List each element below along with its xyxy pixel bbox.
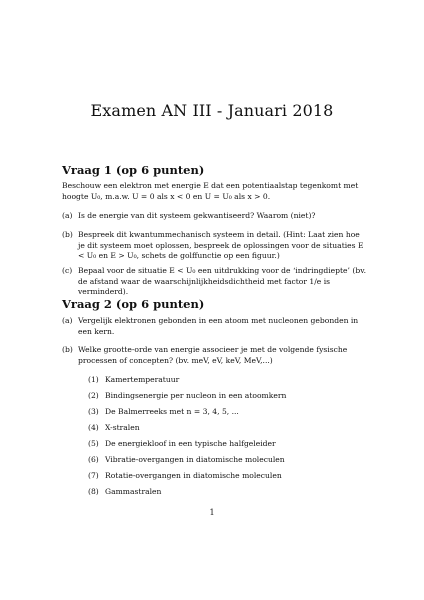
page-title: Examen AN III - Januari 2018	[90, 101, 334, 120]
sub-item-label: (7)	[88, 471, 99, 480]
item-label: (c)	[62, 266, 73, 275]
sub-item-text: De Balmerreeks met n = 3, 4, 5, ...	[105, 407, 239, 416]
item-label: (a)	[62, 316, 73, 325]
sub-item-4	[88, 423, 140, 433]
sub-item-label: (4)	[88, 423, 99, 432]
item-label: (a)	[62, 211, 73, 220]
sub-item-text: Vibratie-overgangen in diatomische moleculen	[105, 455, 285, 464]
sub-item-text: X-stralen	[105, 423, 140, 432]
sub-item-8	[88, 487, 161, 497]
sub-item-3	[88, 407, 239, 417]
sub-item-text: Rotatie-overgangen in diatomische moleculen	[105, 471, 282, 480]
item-label: (b)	[62, 230, 73, 239]
sub-item-label: (1)	[88, 375, 99, 384]
item-label: (b)	[62, 345, 73, 354]
question-1-item-b	[62, 230, 368, 262]
sub-item-7	[88, 471, 282, 481]
question-1-intro: Beschouw een elektron met energie E dat een potentiaalstap tegenkomt met hoogte U₀, m.a.w. U = 0 als x < 0 en U = U₀ als x > 0.	[62, 181, 359, 201]
sub-item-text: De energiekloof in een typische halfgeleider	[105, 439, 276, 448]
sub-item-text: Bindingsenergie per nucleon in een atoomkern	[105, 391, 287, 400]
item-text: Is de energie van dit systeem gekwantiseerd? Waarom (niet)?	[78, 211, 316, 220]
sub-item-5	[88, 439, 276, 449]
question-1-item-c	[62, 266, 368, 298]
question-1-heading: Vraag 1 (op 6 punten)	[62, 163, 205, 177]
page-number: 1	[209, 508, 215, 517]
sub-item-text: Gammastralen	[105, 487, 162, 496]
sub-item-label: (2)	[88, 391, 99, 400]
sub-item-label: (8)	[88, 487, 99, 496]
question-2-heading: Vraag 2 (op 6 punten)	[62, 297, 205, 311]
question-1-item-a	[62, 211, 368, 222]
sub-item-label: (3)	[88, 407, 99, 416]
sub-item-label: (6)	[88, 455, 99, 464]
question-2-item-a	[62, 316, 368, 337]
item-text: Vergelijk elektronen gebonden in een atoom met nucleonen gebonden in een kern.	[78, 316, 359, 336]
sub-item-6	[88, 455, 285, 465]
item-text: Bepaal voor de situatie E < U₀ een uitdrukking voor de ‘indringdiepte’ (bv. de afstand waar de waarschijnlijkheidsdichtheid met factor 1/e is verminderd).	[78, 266, 366, 297]
question-2-item-b	[62, 345, 368, 366]
sub-item-text: Kamertemperatuur	[105, 375, 180, 384]
sub-item-2	[88, 391, 286, 401]
item-text: Bespreek dit kwantummechanisch systeem in detail. (Hint: Laat zien hoe je dit systeem moet oplossen, bespreek de oplossingen voor de situaties E < U₀ en E > U₀, schets de golffunctie op een figuur.)	[78, 230, 364, 261]
sub-item-label: (5)	[88, 439, 99, 448]
sub-item-1	[88, 375, 179, 385]
item-text: Welke grootte-orde van energie associeer je met de volgende fysische processen of concepten? (bv. meV, eV, keV, MeV,...)	[78, 345, 348, 365]
